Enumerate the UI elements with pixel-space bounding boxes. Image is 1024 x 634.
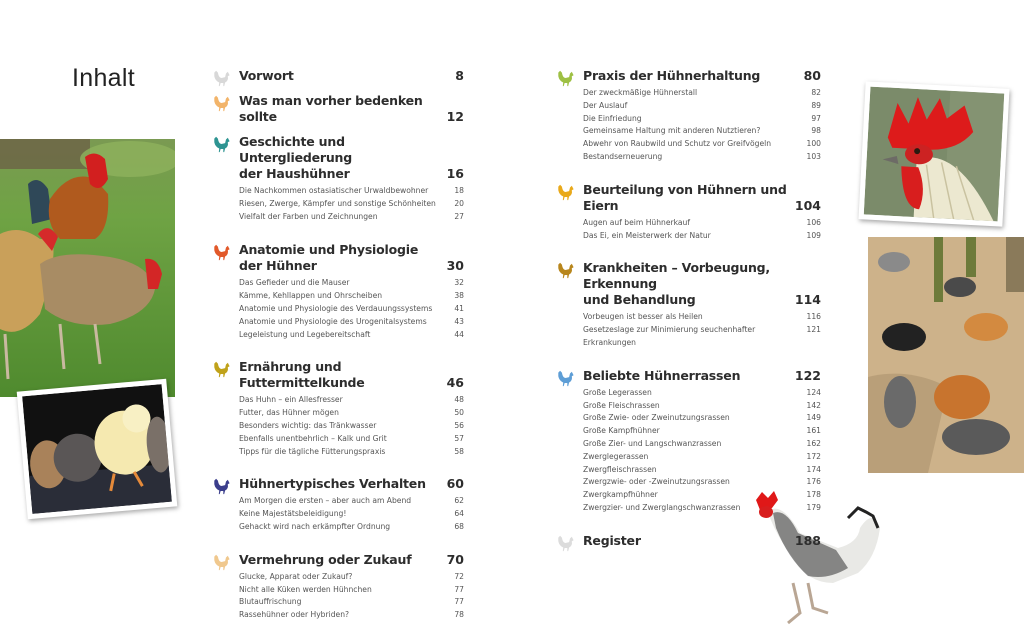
subsection-item[interactable]: [239, 303, 464, 316]
chicken-icon: [212, 360, 231, 378]
subsection-page: 56: [454, 420, 464, 430]
chicken-icon: [556, 534, 575, 552]
subsection-item[interactable]: [239, 290, 464, 303]
chapter-title[interactable]: Beurteilung von Hühnern und Eiern: [583, 181, 787, 213]
subsection-label: Keine Majestätsbeleidigung!: [239, 509, 347, 519]
subsection-page: 68: [454, 521, 464, 531]
subsection-page: 32: [454, 278, 464, 288]
chickens-grass-image: [0, 139, 175, 397]
subsection-item[interactable]: [583, 400, 821, 413]
subsection-page: 103: [806, 151, 821, 161]
subsection-page: 142: [806, 400, 821, 410]
subsection-page: 41: [454, 303, 464, 313]
subsection-label: Große Zier- und Langschwanzrassen: [583, 438, 722, 448]
subsection-label: Der zweckmäßige Hühnerstall: [583, 88, 698, 97]
photo-chickens-on-sand: [868, 237, 1024, 473]
subsection-item[interactable]: [239, 596, 464, 609]
subsection-item[interactable]: [583, 387, 821, 400]
toc-left-column: [212, 68, 464, 622]
subsection-label: Zwergzwie- oder -Zweinutzungsrassen: [583, 477, 730, 487]
toc-chapter-vorwort[interactable]: [212, 68, 464, 84]
chapter-page: 16: [446, 166, 464, 181]
subsection-label: Gemeinsame Haltung mit anderen Nutztieren?: [583, 126, 761, 136]
subsection-item[interactable]: [583, 230, 821, 243]
subsection-label: Tipps für die tägliche Fütterungspraxis: [239, 446, 386, 456]
subsection-item[interactable]: [583, 87, 821, 100]
chicks-image: [22, 384, 172, 514]
chicken-icon: [556, 261, 575, 279]
subsection-item[interactable]: [239, 446, 464, 459]
subsection-page: 44: [454, 329, 464, 339]
subsection-item[interactable]: [583, 100, 821, 113]
subsection-page: 82: [811, 88, 821, 97]
subsection-list: [583, 87, 821, 164]
subsection-item[interactable]: [239, 316, 464, 329]
subsection-page: 64: [454, 509, 464, 519]
subsection-label: Glucke, Apparat oder Zukauf?: [239, 571, 353, 581]
subsection-label: Anatomie und Physiologie des Verdauungssystems: [239, 303, 433, 313]
subsection-page: 89: [811, 100, 821, 110]
chicken-icon: [212, 243, 231, 261]
subsection-page: 161: [806, 426, 821, 436]
subsection-item[interactable]: [239, 508, 464, 521]
chicken-icon: [212, 477, 231, 495]
chapter-title[interactable]: Vermehrung oder Zukauf: [239, 551, 412, 567]
subsection-item[interactable]: [239, 211, 464, 224]
subsection-item[interactable]: [239, 329, 464, 342]
subsection-page: 27: [454, 211, 464, 221]
chapter-page: 114: [794, 292, 821, 308]
toc-chapter-geschichte[interactable]: [212, 134, 464, 223]
chapter-page: 122: [794, 367, 821, 383]
subsection-item[interactable]: [239, 495, 464, 508]
subsection-page: 149: [806, 413, 821, 423]
page-title: Inhalt: [72, 64, 135, 92]
subsection-label: Große Zwie- oder Zweinutzungsrassen: [583, 413, 730, 423]
chapter-title[interactable]: Beliebte Hühnerrassen: [583, 367, 741, 383]
toc-chapter-verhalten[interactable]: [212, 476, 464, 533]
subsection-page: 179: [806, 502, 821, 512]
subsection-page: 20: [454, 198, 464, 208]
subsection-item[interactable]: [239, 198, 464, 211]
chicken-icon: [212, 69, 231, 87]
toc-chapter-beurteilung[interactable]: [556, 182, 821, 243]
subsection-item[interactable]: [583, 138, 821, 151]
chapter-title[interactable]: Praxis der Hühnerhaltung: [583, 68, 761, 83]
subsection-page: 77: [454, 597, 464, 607]
subsection-item[interactable]: [239, 407, 464, 420]
subsection-item[interactable]: [239, 571, 464, 584]
subsection-label: Der Auslauf: [583, 100, 628, 110]
chapter-title[interactable]: Hühnertypisches Verhalten: [239, 476, 426, 492]
subsection-page: 121: [806, 325, 821, 335]
subsection-item[interactable]: [583, 151, 821, 164]
subsection-label: Abwehr von Raubwild und Schutz vor Greifvögeln: [583, 139, 772, 149]
subsection-page: 98: [811, 126, 821, 136]
chicken-icon: [556, 69, 575, 87]
subsection-label: Das Gefieder und die Mauser: [239, 278, 350, 288]
subsection-item[interactable]: [239, 609, 464, 622]
chapter-title[interactable]: Was man vorher bedenken sollte: [239, 93, 423, 124]
chicken-icon: [212, 553, 231, 571]
chapter-page: 70: [446, 551, 464, 567]
chapter-title-line-1: Geschichte und Untergliederung: [239, 134, 352, 165]
chapter-title[interactable]: Register: [583, 532, 641, 548]
subsection-page: 38: [454, 291, 464, 301]
chapter-title[interactable]: Ernährung und Futtermittelkunde: [239, 359, 365, 391]
subsection-label: Legeleistung und Legebereitschaft: [239, 329, 371, 339]
subsection-page: 162: [806, 438, 821, 448]
subsection-page: 18: [454, 186, 464, 195]
chapter-title-line-1: Krankheiten – Vorbeugung, Erkennung: [583, 260, 770, 292]
subsection-label: Rassehühner oder Hybriden?: [239, 610, 350, 620]
subsection-label: Besonders wichtig: das Tränkwasser: [239, 420, 377, 430]
photo-chickens-on-grass: [0, 139, 175, 397]
subsection-label: Die Nachkommen ostasiatischer Urwaldbewohner: [239, 186, 429, 195]
subsection-list: [583, 387, 821, 515]
toc-chapter-praxis[interactable]: [556, 68, 821, 164]
chapter-page: 8: [455, 68, 464, 83]
subsection-label: Futter, das Hühner mögen: [239, 408, 339, 418]
subsection-label: Zwerglegerassen: [583, 451, 649, 461]
subsection-page: 178: [806, 490, 821, 500]
chapter-title[interactable]: [239, 134, 436, 182]
subsection-label: Vorbeugen ist besser als Heilen: [583, 312, 703, 322]
toc-chapter-was-man-vorher[interactable]: [212, 93, 464, 125]
toc-chapter-krankheiten[interactable]: [556, 260, 821, 349]
subsection-page: 97: [811, 113, 821, 123]
subsection-item[interactable]: [239, 420, 464, 433]
subsection-item[interactable]: [583, 412, 821, 425]
subsection-item[interactable]: [583, 125, 821, 138]
toc-right-column: [556, 68, 821, 549]
subsection-label: Kämme, Kehllappen und Ohrscheiben: [239, 291, 383, 301]
subsection-label: Zwergkampfhühner: [583, 490, 658, 500]
subsection-item[interactable]: [239, 277, 464, 290]
chapter-page: 188: [794, 532, 821, 548]
subsection-item[interactable]: [583, 425, 821, 438]
subsection-list: [583, 311, 821, 349]
subsection-label: Das Huhn – ein Allesfresser: [239, 395, 343, 405]
subsection-page: 43: [454, 316, 464, 326]
subsection-item[interactable]: [583, 502, 821, 515]
subsection-label: Ebenfalls unentbehrlich – Kalk und Grit: [239, 433, 387, 443]
photo-chicks: [17, 379, 178, 520]
toc-chapter-ernaehrung[interactable]: [212, 359, 464, 458]
subsection-page: 62: [454, 496, 464, 506]
subsection-page: 78: [454, 610, 464, 620]
chicken-icon: [212, 135, 231, 153]
subsection-page: 174: [806, 464, 821, 474]
subsection-label: Große Kampfhühner: [583, 426, 660, 436]
subsection-label: Bestandserneuerung: [583, 151, 663, 161]
subsection-label: Zwergfleischrassen: [583, 464, 657, 474]
subsection-page: 57: [454, 433, 464, 443]
subsection-item[interactable]: [583, 476, 821, 489]
subsection-page: 48: [454, 395, 464, 405]
subsection-label: Große Legerassen: [583, 387, 652, 397]
photo-rooster-head: [858, 81, 1009, 226]
subsection-page: 77: [454, 584, 464, 594]
subsection-label: Große Fleischrassen: [583, 400, 660, 410]
subsection-label: Augen auf beim Hühnerkauf: [583, 217, 691, 227]
subsection-label: Am Morgen die ersten – aber auch am Abend: [239, 496, 412, 506]
subsection-list: [239, 185, 464, 223]
subsection-list: [239, 394, 464, 458]
subsection-page: 172: [806, 451, 821, 461]
subsection-label: Anatomie und Physiologie des Urogenitalsystems: [239, 316, 427, 326]
subsection-label: Vielfalt der Farben und Zeichnungen: [239, 211, 378, 221]
subsection-label: Gehackt wird nach erkämpfter Ordnung: [239, 521, 391, 531]
subsection-page: 176: [806, 477, 821, 487]
subsection-item[interactable]: [583, 438, 821, 451]
subsection-label: Zwergzier- und Zwerglangschwanzrassen: [583, 502, 741, 512]
chicken-icon: [556, 369, 575, 387]
subsection-page: 116: [806, 312, 821, 322]
subsection-label: Riesen, Zwerge, Kämpfer und sonstige Schönheiten: [239, 198, 436, 208]
subsection-page: 124: [806, 387, 821, 397]
subsection-list: [239, 571, 464, 622]
subsection-page: 72: [454, 571, 464, 581]
subsection-item[interactable]: [583, 113, 821, 126]
chapter-page: 60: [446, 476, 464, 492]
subsection-page: 106: [806, 217, 821, 227]
chapter-page: 12: [446, 109, 464, 124]
chapter-title-line-2: und Behandlung: [583, 292, 696, 308]
subsection-page: 100: [806, 139, 821, 149]
chickens-sand-image: [868, 237, 1024, 473]
subsection-item[interactable]: [583, 217, 821, 230]
chapter-page: 46: [446, 375, 464, 391]
subsection-label: Nicht alle Küken werden Hühnchen: [239, 584, 372, 594]
subsection-page: 109: [806, 230, 821, 240]
subsection-list: [239, 277, 464, 341]
chapter-page: 104: [794, 197, 821, 213]
chapter-title[interactable]: Anatomie und Physiologie der Hühner: [239, 242, 419, 274]
subsection-list: [239, 495, 464, 533]
subsection-page: 58: [454, 446, 464, 456]
subsection-label: Die Einfriedung: [583, 113, 642, 123]
chicken-icon: [212, 94, 231, 112]
toc-chapter-register[interactable]: [556, 533, 821, 549]
subsection-item[interactable]: [583, 311, 821, 324]
subsection-label: Gesetzeslage zur Minimierung seuchenhafter Erkrankungen: [583, 325, 756, 347]
subsection-list: [583, 217, 821, 243]
subsection-item[interactable]: [583, 324, 821, 350]
subsection-item[interactable]: [239, 394, 464, 407]
chapter-title-line-2: der Haushühner: [239, 166, 350, 181]
subsection-item[interactable]: [239, 584, 464, 597]
subsection-label: Blutauffrischung: [239, 597, 302, 607]
toc-chapter-rassen[interactable]: [556, 368, 821, 515]
chapter-page: 30: [446, 258, 464, 274]
toc-chapter-anatomie[interactable]: [212, 242, 464, 341]
subsection-item[interactable]: [583, 464, 821, 477]
chapter-title[interactable]: [583, 260, 793, 308]
subsection-item[interactable]: [239, 433, 464, 446]
chapter-title[interactable]: Vorwort: [239, 68, 294, 83]
subsection-item[interactable]: [583, 451, 821, 464]
subsection-label: Das Ei, ein Meisterwerk der Natur: [583, 230, 711, 240]
subsection-item[interactable]: [239, 185, 464, 198]
subsection-page: 50: [454, 408, 464, 418]
subsection-item[interactable]: [583, 489, 821, 502]
toc-chapter-vermehrung[interactable]: [212, 552, 464, 622]
chicken-icon: [556, 183, 575, 201]
subsection-item[interactable]: [239, 521, 464, 534]
chapter-page: 80: [803, 68, 821, 83]
rooster-head-image: [864, 87, 1005, 222]
